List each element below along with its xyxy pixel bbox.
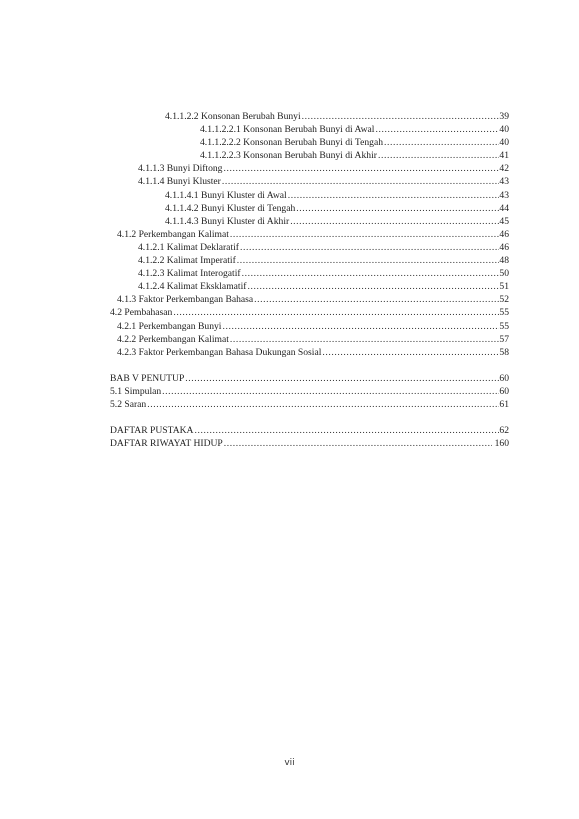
toc-entry-label: 4.1.1.2.2 Konsonan Berubah Bunyi <box>165 111 301 122</box>
dot-leader <box>185 372 499 385</box>
toc-entry <box>110 293 509 306</box>
dot-leader <box>247 280 499 293</box>
dot-leader <box>222 320 499 333</box>
dot-leader <box>147 398 499 411</box>
toc-entry-label: 4.1.1.4 Bunyi Kluster <box>138 176 221 188</box>
toc-entry <box>110 254 509 267</box>
dot-leader <box>242 267 500 280</box>
toc-entry <box>110 241 509 254</box>
dot-leader <box>254 293 499 306</box>
toc-entry-page: 43 <box>499 176 509 188</box>
page-number: vii <box>284 758 295 768</box>
dot-leader <box>375 123 499 136</box>
toc-entry-label: 4.1.2 Perkembangan Kalimat <box>117 228 229 240</box>
toc-entry <box>110 228 509 241</box>
toc-entry-page: 60 <box>499 385 509 397</box>
toc-entry <box>110 372 509 385</box>
toc-entry <box>110 136 509 149</box>
toc-entry-label: 4.1.1.4.1 Bunyi Kluster di Awal <box>165 189 287 201</box>
toc-entry-label: 4.1.3 Faktor Perkembangan Bahasa <box>117 294 254 306</box>
dot-leader <box>302 110 500 123</box>
toc-entry-label: DAFTAR RIWAYAT HIDUP <box>110 438 223 450</box>
toc-entry-page: 45 <box>499 215 509 227</box>
toc-entry-label: 4.1.2.4 Kalimat Eksklamatif <box>138 281 247 293</box>
dot-leader <box>322 346 499 359</box>
toc-entry-page: 55 <box>499 320 509 332</box>
toc-entry-page: 40 <box>499 137 509 149</box>
dot-leader <box>222 175 500 188</box>
dot-leader <box>195 424 500 437</box>
toc-entry <box>110 267 509 280</box>
toc-entry-page: 41 <box>499 150 509 162</box>
toc-entry-page: 46 <box>499 241 509 253</box>
toc-entry-label: 4.1.1.2.2.1 Konsonan Berubah Bunyi di Awal <box>200 124 375 136</box>
toc-entry <box>110 189 509 202</box>
toc-entry <box>110 175 509 188</box>
toc-entry <box>110 320 509 333</box>
toc-entry-page: 48 <box>499 255 509 267</box>
dot-leader <box>230 228 500 241</box>
toc-entry-label: 4.1.1.4.2 Bunyi Kluster di Tengah <box>165 202 296 214</box>
toc-entry-label: 5.1 Simpulan <box>110 385 162 397</box>
toc-entry-label: 5.2 Saran <box>110 398 147 410</box>
toc-entry-page: 55 <box>499 307 509 319</box>
toc-entry-page: 46 <box>499 228 509 240</box>
toc-entry-label: 4.1.1.2.2.2 Konsonan Berubah Bunyi di Tengah <box>200 137 384 149</box>
toc-entry-page: 51 <box>499 281 509 293</box>
toc-entry <box>110 346 509 359</box>
toc-entry <box>110 123 509 136</box>
toc-entry <box>110 162 509 175</box>
toc-entry-label: BAB V PENUTUP <box>110 372 185 384</box>
toc-entry-page: 160 <box>494 438 509 450</box>
toc-entry <box>110 385 509 398</box>
dot-leader <box>290 215 499 228</box>
toc-entry-label: 4.1.1.4.3 Bunyi Kluster di Akhir <box>165 215 290 227</box>
toc-entry-label: 4.2 Pembahasan <box>110 307 173 319</box>
toc-entry <box>110 306 509 319</box>
toc-entry <box>110 149 509 162</box>
dot-leader <box>162 385 499 398</box>
toc-entry-page: 61 <box>499 398 509 410</box>
toc-entry-page: 40 <box>499 124 509 136</box>
toc-entry-label: DAFTAR PUSTAKA <box>110 425 194 437</box>
dot-leader <box>288 189 500 202</box>
toc-entry <box>110 110 509 123</box>
dot-leader <box>384 136 499 149</box>
toc-entry <box>110 202 509 215</box>
dot-leader <box>230 333 500 346</box>
toc-entry <box>110 398 509 411</box>
toc-entry-label: 4.1.1.3 Bunyi Diftong <box>138 163 223 175</box>
toc-entry <box>110 280 509 293</box>
dot-leader <box>296 202 499 215</box>
toc-entry <box>110 215 509 228</box>
dot-leader <box>224 437 492 450</box>
toc-entry-page: 58 <box>499 346 509 358</box>
toc-entry-label: 4.2.3 Faktor Perkembangan Bahasa Dukungan Sosial <box>117 346 322 358</box>
toc-entry-page: 62 <box>499 425 509 437</box>
toc-entry-label: 4.1.2.2 Kalimat Imperatif <box>138 255 236 267</box>
toc-entry-label: 4.1.2.3 Kalimat Interogatif <box>138 268 241 280</box>
toc-entry-page: 57 <box>499 333 509 345</box>
toc-entry-label: 4.1.2.1 Kalimat Deklaratif <box>138 241 239 253</box>
table-of-contents <box>110 110 509 450</box>
toc-entry-label: 4.1.1.2.2.3 Konsonan Berubah Bunyi di Akhir <box>200 150 377 162</box>
toc-entry-label: 4.2.1 Perkembangan Bunyi <box>117 320 222 332</box>
toc-entry-page: 60 <box>499 372 509 384</box>
toc-entry <box>110 424 509 437</box>
dot-leader <box>378 149 499 162</box>
toc-entry-page: 52 <box>499 294 509 306</box>
toc-entry-label: 4.2.2 Perkembangan Kalimat <box>117 333 229 345</box>
toc-entry-page: 50 <box>499 268 509 280</box>
toc-entry-page: 42 <box>499 163 509 175</box>
toc-entry-page: 43 <box>499 189 509 201</box>
dot-leader <box>173 306 499 319</box>
toc-entry <box>110 437 509 450</box>
dot-leader <box>223 162 499 175</box>
toc-entry-page: 39 <box>499 111 509 122</box>
toc-entry <box>110 333 509 346</box>
dot-leader <box>240 241 499 254</box>
toc-entry-page: 44 <box>499 202 509 214</box>
dot-leader <box>237 254 500 267</box>
